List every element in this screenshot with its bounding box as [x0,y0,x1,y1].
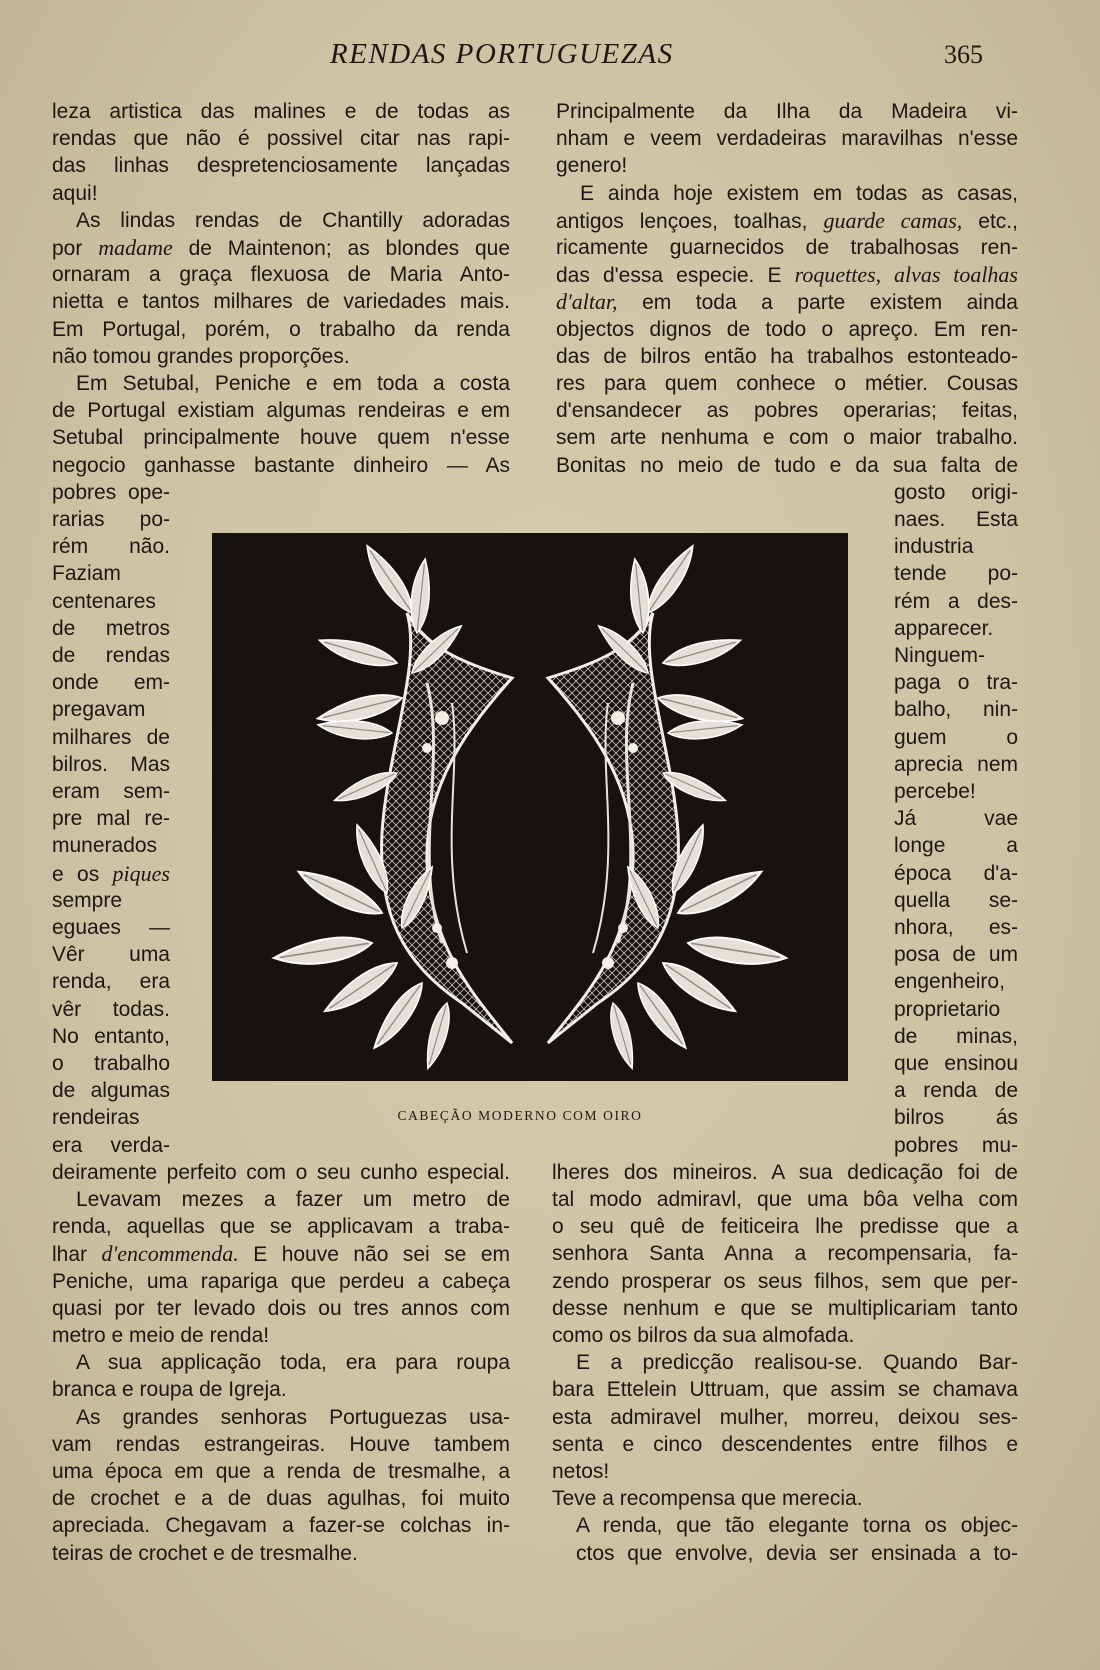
text-line: proprietario [894,997,1001,1021]
text-line: Em Portugal, porém, o trabalho da renda [52,317,510,341]
figure-caption: CABEÇÃO MODERNO COM OIRO [397,1108,643,1123]
text-line: renda, aquellas que se applicavam a traba- [52,1215,510,1239]
page-number: 365 [944,40,983,69]
text-line: d'ensandecer as pobres operarias; feitas, [556,399,1018,423]
text-line: deiramente perfeito com o seu cunho especial. [52,1160,510,1184]
text-line: de minas, [894,1024,1018,1048]
text-line: época d'a- [894,861,1018,885]
text-line: longe a [894,834,1018,858]
text-line: nham e veem verdadeiras maravilhas n'esse [556,127,1018,151]
text-line: aqui! [52,181,98,205]
text-line: que ensinou [894,1052,1018,1075]
text-line: As grandes senhoras Portuguezas usa- [76,1405,510,1429]
text-line: naes. Esta [894,508,1018,531]
text-line: de crochet e a de duas agulhas, foi muito [52,1487,510,1511]
lace-collar-illustration [212,533,848,1081]
text-line: não tomou grandes proporções. [52,344,350,368]
lace-collar-photograph [212,533,848,1081]
text-line: de rendas [52,644,170,667]
text-line: tal modo admiravl, que uma bôa velha com [552,1188,1018,1211]
text-line: pregavam [52,698,146,722]
text-line: gosto origi- [894,480,1018,504]
text-line: balho, nin- [894,698,1018,722]
text-line: bilros. Mas [52,752,170,776]
text-line: pobres ope- [52,480,170,504]
text-line: teiras de crochet e de tresmalhe. [52,1541,358,1565]
text-line: por madame de Maintenon; as blondes que [52,235,511,260]
text-line: milhares de [52,725,170,749]
text-line: senta e cinco descendentes entre filhos e [552,1432,1018,1456]
text-line: engenheiro, [894,970,1005,994]
text-line: industria [894,535,974,559]
text-line: antigos lençoes, toalhas, guarde camas, etc., [556,207,1018,233]
text-line: de algumas [52,1079,170,1103]
text-line: leza artistica das malines e de todas as [52,100,510,123]
text-line: eram sem- [52,780,170,803]
text-line: res para quem conhece o métier. Cousas [556,372,1018,395]
text-line: d'altar, em toda a parte existem ainda [556,289,1018,315]
text-line: senhora Santa Anna a recompensaria, fa- [552,1242,1018,1266]
text-line: paga o tra- [894,671,1018,695]
text-line: objectos dignos de todo o apreço. Em ren- [556,317,1018,341]
text-line: vêr todas. [52,997,170,1021]
text-line: Em Setubal, Peniche e em toda a costa [76,372,510,395]
text-line: posa de um [894,943,1018,967]
text-line: A renda, que tão elegante torna os objec- [576,1514,1018,1538]
text-line: ctos que envolve, devia ser ensinada a to- [576,1541,1018,1565]
text-line: guem o [894,725,1018,749]
text-line: rém a des- [894,589,1018,613]
text-line: Já vae [894,807,1018,831]
text-line: lhar d'encommenda. E houve não sei se em [52,1241,510,1267]
text-line: pobres mu- [894,1133,1018,1157]
running-title: RENDAS PORTUGUEZAS [330,38,674,70]
text-line: quella se- [894,888,1018,912]
text-line: apparecer. [894,616,994,640]
running-head [0,38,1100,78]
text-line: de metros [52,616,170,640]
text-line: Levavam mezes a fazer um metro de [76,1188,510,1211]
text-line: de Portugal existiam algumas rendeiras e em [52,399,510,423]
text-line: netos! [552,1460,610,1483]
text-line: Principalmente da Ilha da Madeira vi- [556,100,1018,123]
text-line: onde em- [52,671,170,695]
text-line: branca e roupa de Igreja. [52,1378,287,1402]
text-line: rendeiras [52,1106,140,1130]
text-line: eguaes — [52,916,170,939]
text-line: o seu quê de feiticeira lhe predisse que a [552,1215,1018,1239]
text-line: aprecia nem [894,752,1018,776]
text-line: ornaram a graça flexuosa de Maria Anto- [52,263,510,287]
text-line: renda, era [52,970,170,994]
text-line: pre mal re- [52,807,170,831]
text-line: nhora, es- [894,916,1018,939]
text-line: Teve a recompensa que merecia. [552,1487,863,1511]
text-line: Bonitas no meio de tudo e da sua falta de [556,453,1018,477]
text-line: ricamente guarnecidos de trabalhosas ren- [556,236,1018,259]
text-line: Ninguem- [894,644,986,667]
text-line: As lindas rendas de Chantilly adoradas [76,208,510,232]
text-line: centenares [52,589,156,613]
text-line: munerados [52,834,158,858]
text-line: rarias po- [52,508,170,531]
text-line: das linhas despretenciosamente lançadas [52,154,510,178]
text-line: e os piques [52,860,170,886]
text-line: como os bilros da sua almofada. [552,1324,855,1347]
text-line: E ainda hoje existem em todas as casas, [580,181,1018,205]
text-line: Peniche, uma rapariga que perdeu a cabeça [52,1269,510,1293]
text-line: No entanto, [52,1024,170,1048]
text-line: rendas que não é possivel citar nas rapi- [52,127,510,151]
text-line: rém não. [52,535,170,559]
text-line: Setubal principalmente houve quem n'esse [52,426,510,450]
text-line: percebe! [894,780,976,803]
text-line: Faziam [52,562,121,586]
text-line: era verda- [52,1133,170,1157]
text-line: Vêr uma [52,943,170,967]
text-line: zendo prosperar os seus filhos, sem que per- [552,1269,1018,1293]
text-line: uma época em que a renda de tresmalhe, a [52,1460,510,1483]
text-line: negocio ganhasse bastante dinheiro — As [52,453,510,477]
text-line: bilros ás [894,1106,1018,1130]
text-line: tende po- [894,562,1018,586]
text-line: o trabalho [52,1052,170,1075]
text-line: das d'essa especie. E roquettes, alvas toalhas [556,262,1018,288]
text-line: E a predicção realisou-se. Quando Bar- [576,1351,1018,1375]
text-line: lheres dos mineiros. A sua dedicação foi de [552,1160,1018,1184]
text-line: a renda de [894,1079,1018,1103]
text-line: bara Ettelein Uttruam, que assim se chamava [552,1378,1018,1402]
text-line: sem arte nenhuma e com o maior trabalho. [556,426,1018,450]
text-line: A sua applicação toda, era para roupa [76,1351,510,1375]
text-line: vam rendas estrangeiras. Houve tambem [52,1432,510,1456]
text-line: genero! [556,154,628,178]
text-line: metro e meio de renda! [52,1324,270,1347]
text-line: sempre [52,888,123,912]
text-line: desse nenhum e que se multiplicariam tanto [552,1296,1018,1320]
text-line: apreciada. Chegavam a fazer-se colchas in- [52,1514,510,1538]
text-line: quasi por ter levado dois ou tres annos com [52,1296,510,1320]
text-line: das de bilros então ha trabalhos estonteado- [556,344,1018,368]
text-line: esta admiravel mulher, morreu, deixou ses- [552,1405,1018,1429]
text-line: nietta e tantos milhares de variedades mais. [52,290,510,314]
